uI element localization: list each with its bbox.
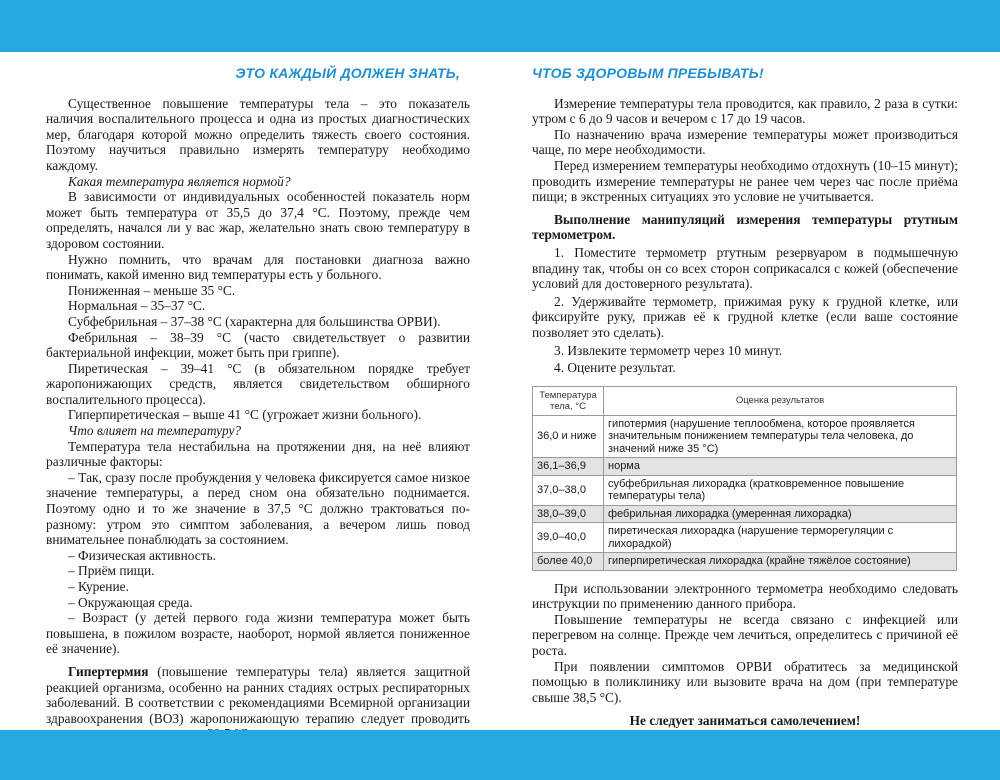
question-norm: Какая температура является нормой? <box>68 173 291 189</box>
bottom-blue-band <box>0 730 1000 780</box>
step-item: 1. Поместите термометр ртутным резервуаром в подмышечную впадину так, чтобы он со всех сторон соприкасался с кожей (обеспечение условий для достоверного результата). <box>532 244 958 292</box>
rest-paragraph: Перед измерением температуры необходимо отдохнуть (10–15 минут); проводить измерение температуры не ранее чем через час после приёма пищи; в экстренных ситуациях это условие не учитывается. <box>532 157 958 205</box>
header-evaluation: Оценка результатов <box>604 386 957 415</box>
right-heading: ЧТОБ ЗДОРОВЫМ ПРЕБЫВАТЬ! <box>532 65 764 81</box>
steps-list <box>532 245 958 376</box>
cell-eval: фебрильная лихорадка (умеренная лихорадка) <box>604 505 957 523</box>
kind-item: Пиретическая – 39–41 °С (в обязательном порядке требует жаропонижающих средств, является свидетельством обширного воспалительного процесса). <box>46 360 470 407</box>
kinds-paragraph: Нужно помнить, что врачам для постановки диагноза важно понимать, какой именно вид температуры есть у больного. <box>46 251 470 283</box>
top-blue-band <box>0 0 1000 52</box>
question-influence: Что влияет на температуру? <box>68 423 242 439</box>
hyperthermia-term: Гипертермия <box>68 663 149 679</box>
sleep-paragraph: – Так, сразу после пробуждения у человека фиксируется самое низкое значение температуры, а перед сном она обязательно поднимается. Поэтому одно и то же значение в 37,5 °С должно трактоваться по-разному: утром это симптом заболевания, а вечером лишь повод внимательнее понаблюдать за состоянием. <box>46 469 470 548</box>
cause-paragraph: Повышение температуры не всегда связано с инфекцией или перегревом на солнце. Прежде чем лечиться, определитесь с причиной её роста. <box>532 611 958 659</box>
manipulation-title: Выполнение манипуляций измерения температуры ртутным термометром. <box>532 211 958 243</box>
cell-range: 36,0 и ниже <box>533 415 604 458</box>
step-item: 4. Оцените результат. <box>554 360 676 376</box>
electronic-paragraph: При использовании электронного термометра необходимо следовать инструкции по применению данного прибора. <box>532 580 958 612</box>
table-header-row <box>533 386 957 415</box>
orvi-paragraph: При появлении симптомов ОРВИ обратитесь за медицинской помощью в поликлинику или вызовите врача на дом (при температуре свыше 38,5 °С). <box>532 658 958 705</box>
age-paragraph: – Возраст (у детей первого года жизни температура может быть повышена, в пожилом возрасте, наоборот, нормой является пониженное её значение). <box>46 610 470 657</box>
hyperthermia-text: (повышение температуры тела) является защитной реакцией организма, особенно на ранних стадиях острых респираторных заболеваний. В соответствии с рекомендациями Всемирной организации здравоохранения (ВОЗ) жаропонижающую терапию следует проводить <box>46 663 470 726</box>
kind-item: Фебрильная – 38–39 °С (часто свидетельствует о развитии бактериальной инфекции, может быть при гриппе). <box>46 329 470 361</box>
left-heading: ЭТО КАЖДЫЙ ДОЛЖЕН ЗНАТЬ, <box>235 65 460 81</box>
right-column <box>532 66 958 729</box>
cell-eval: норма <box>604 458 957 476</box>
factor-item: – Окружающая среда. <box>68 594 193 610</box>
norm-paragraph: В зависимости от индивидуальных особенностей показатель норм может быть температура от 35,5 до 37,4 °С. Поэтому, прежде чем определять, начался ли у вас жар, желательно знать свою температуру в здоровом состоянии. <box>46 189 470 251</box>
cell-range: более 40,0 <box>533 553 604 571</box>
table-row <box>533 553 957 571</box>
factor-item: – Физическая активность. <box>68 547 217 563</box>
intro-paragraph: Существенное повышение температуры тела – это показатель наличия воспалительного процесса и одна из простых диагностических мер, благодаря которой можно определить тяжесть своего состояния. Поэтому научиться правильно измерять температуру необходимо каждому. <box>46 95 470 173</box>
cell-eval: субфебрильная лихорадка (кратковременное повышение температуры тела) <box>604 475 957 505</box>
left-column <box>46 66 470 742</box>
kind-item: Субфебрильная – 37–38 °С (характерна для большинства ОРВИ). <box>68 313 441 329</box>
doctor-paragraph: По назначению врача измерение температуры может производиться чаще, по мере необходимости. <box>532 126 958 158</box>
final-warning: Не следует заниматься самолечением! <box>629 713 861 729</box>
table-row <box>533 505 957 523</box>
table-row <box>533 475 957 505</box>
cell-range: 39,0–40,0 <box>533 523 604 553</box>
kind-item: Нормальная – 35–37 °С. <box>68 298 206 314</box>
step-item: 2. Удерживайте термометр, прижимая руку к грудной клетке, или фиксируйте руку, прижав её к грудной клетке (если ваше состояние позволяет это сделать). <box>532 293 958 340</box>
cell-eval: гипотермия (нарушение теплообмена, которое проявляется значительным понижением температуры тела человека, до значений ниже 35 °С) <box>604 415 957 458</box>
table-row <box>533 415 957 458</box>
table-row <box>533 458 957 476</box>
header-temperature: Температура тела, °С <box>533 386 604 415</box>
cell-eval: пиретическая лихорадка (нарушение терморегуляции с лихорадкой) <box>604 523 957 553</box>
cell-range: 36,1–36,9 <box>533 458 604 476</box>
factor-item: – Курение. <box>68 579 129 594</box>
kind-item: Пониженная – меньше 35 °С. <box>68 282 236 298</box>
unstable-paragraph: Температура тела нестабильна на протяжении дня, на неё влияют различные факторы: <box>46 438 470 470</box>
results-table <box>532 386 957 571</box>
table-row <box>533 523 957 553</box>
factor-item: – Приём пищи. <box>68 563 155 579</box>
step-item: 3. Извлеките термометр через 10 минут. <box>554 342 783 358</box>
kind-item: Гиперпиретическая – выше 41 °С (угрожает жизни больного). <box>68 407 422 423</box>
cell-range: 38,0–39,0 <box>533 505 604 523</box>
cell-eval: гиперпиретическая лихорадка (крайне тяжёлое состояние) <box>604 553 957 571</box>
cell-range: 37,0–38,0 <box>533 475 604 505</box>
measure-paragraph: Измерение температуры тела проводится, как правило, 2 раза в сутки: утром с 6 до 9 часов и вечером с 17 до 19 часов. <box>532 95 958 127</box>
